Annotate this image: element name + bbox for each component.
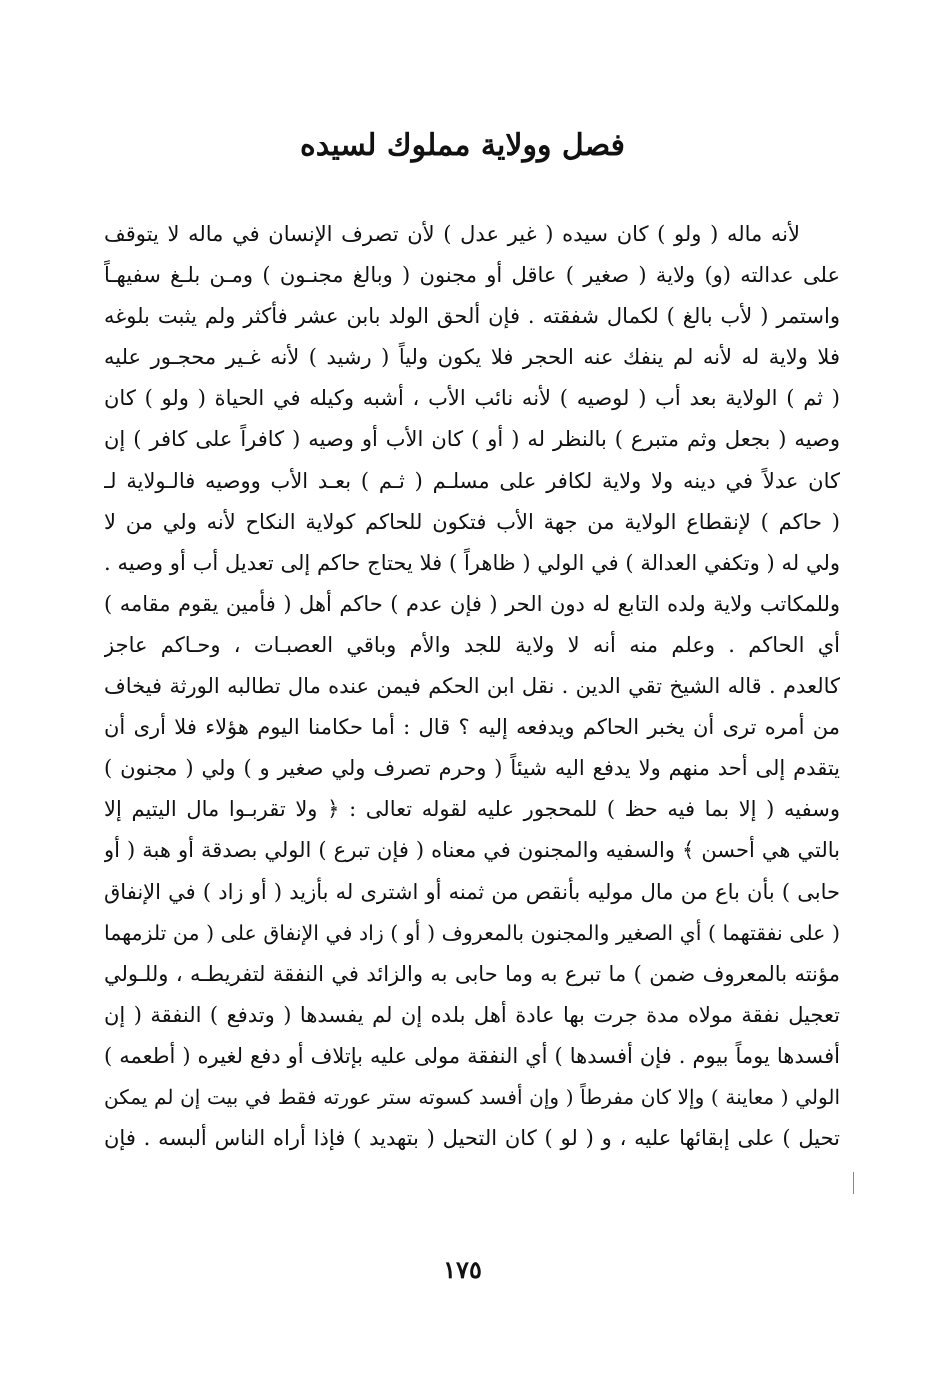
text-line: مؤنته بالمعروف ضمن ) ما تبرع به وما حابى به والزائد في النفقة لتفريطـه ، وللـولي	[104, 961, 840, 986]
text-line: يتقدم إلى أحد منهم ولا يدفع اليه شيئاً ( وحرم تصرف ولي صغير و ) ولي ( مجنون )	[104, 756, 840, 781]
text-line: ولي له ( وتكفي العدالة ) في الولي ( ظاهراً ) فلا يحتاج حاكم إلى تعديل أب أو وصيه .	[104, 550, 840, 575]
text-line: حابى ) بأن باع من مال موليه بأنقص من ثمنه أو اشترى له بأزيد ( أو زاد ) في الإنفاق	[104, 879, 840, 904]
text-line: وسفيه ( إلا بما فيه حظ ) للمحجور عليه لقوله تعالى : ﴿ ولا تقربـوا مال اليتيم إلا	[104, 797, 840, 822]
text-line: أفسدها يوماً بيوم . فإن أفسدها ) أي النفقة مولى عليه بإتلاف أو دفع لغيره ( أطعمه )	[104, 1043, 840, 1068]
text-line: ( ثم ) الولاية بعد أب ( لوصيه ) لأنه نائب الأب ، أشبه وكيله في الحياة ( ولو ) كان	[104, 386, 840, 411]
text-line: الولي ( معاينة ) وإلا كان مفرطاً ( وإن أفسد كسوته ستر عورته فقط في بيت إن لم يمكن	[104, 1084, 840, 1109]
text-line: تعجيل نفقة مولاه مدة جرت بها عادة أهل بلده إن لم يفسدها ( وتدفع ) النفقة ( إن	[104, 1002, 840, 1027]
text-line: ( حاكم ) لإنقطاع الولاية من جهة الأب فتكون للحاكم كولاية النكاح لأنه ولي من لا	[104, 509, 840, 534]
margin-mark	[853, 1172, 854, 1194]
text-line: أي الحاكم . وعلم منه أنه لا ولاية للجد والأم وباقي العصبـات ، وحـاكم عاجز	[104, 632, 840, 657]
section-title: فصل وولاية مملوك لسيده	[300, 128, 625, 163]
text-line: من أمره ترى أن يخبر الحاكم ويدفعه إليه ؟ قال : أما حكامنا اليوم هؤلاء فلا أرى أن	[104, 715, 840, 740]
text-line: على عدالته (و) ولاية ( صغير ) عاقل أو مجنون ( وبالغ مجنـون ) ومـن بلـغ سفيهـاً	[104, 263, 840, 288]
text-line: لأنه ماله ( ولو ) كان سيده ( غير عدل ) لأن تصرف الإنسان في ماله لا يتوقف	[104, 222, 800, 246]
body-text	[104, 214, 840, 1159]
page-number: ١٧٥	[443, 1255, 482, 1284]
text-line: وللمكاتب ولاية ولده التابع له دون الحر ( فإن عدم ) حاكم أهل ( فأمين يقوم مقامه )	[104, 591, 840, 616]
text-line: واستمر ( لأب بالغ ) لكمال شفقته . فإن ألحق الولد بابن عشر فأكثر ولم يثبت بلوغه	[104, 304, 840, 329]
text-line: كالعدم . قاله الشيخ تقي الدين . نقل ابن الحكم فيمن عنده مال تطالبه الورثة فيخاف	[104, 674, 840, 699]
text-line: ( على نفقتهما ) أي الصغير والمجنون بالمعروف ( أو ) زاد في الإنفاق على ( من تلزمهما	[104, 920, 840, 945]
text-line: بالتي هي أحسن ﴾ والسفيه والمجنون في معناه ( فإن تبرع ) الولي بصدقة أو هبة ( أو	[104, 838, 840, 863]
text-line: كان عدلاً في دينه ولا ولاية لكافر على مسلـم ( ثـم ) بعـد الأب ووصيه فالـولاية لـ	[104, 468, 840, 493]
text-line: فلا ولاية له لأنه لم ينفك عنه الحجر فلا يكون ولياً ( رشيد ) لأنه غـير محجـور عليه	[104, 345, 840, 370]
text-line: وصيه ( بجعل وثم متبرع ) بالنظر له ( أو ) كان الأب أو وصيه ( كافراً على كافر ) إن	[104, 427, 840, 452]
text-line: تحيل ) على إبقائها عليه ، و ( لو ) كان التحيل ( بتهديد ) فإذا أراه الناس ألبسه . فإن	[104, 1126, 840, 1151]
